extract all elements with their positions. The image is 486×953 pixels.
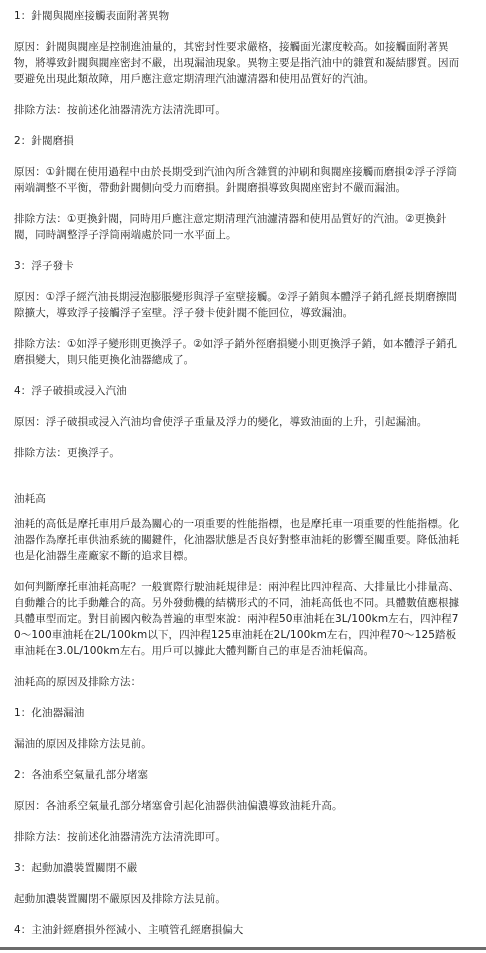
section-heading: 3：浮子發卡	[14, 260, 74, 272]
paragraph: 排除方法：①如浮子變形則更換浮子。②如浮子銷外徑磨損變小則更換浮子銷，如本體浮子銷孔磨損變大，則只能更換化油器總成了。	[14, 338, 458, 366]
paragraph: 原因：針閥與閥座是控制進油量的，其密封性要求嚴格，接觸面光潔度較高。如接觸面附著異物，將導致針閥與閥座密封不嚴，出現漏油現象。異物主要是指汽油中的雜質和凝結膠質。因而要避免出現此類故障，用戶應注意定期清理汽油濾清器和使用品質好的汽油。	[14, 41, 460, 85]
article-body	[14, 8, 462, 953]
paragraph: 原因：各油系空氣量孔部分堵塞會引起化油器供油偏濃導致油耗升高。	[14, 800, 343, 812]
section-heading: 1：化油器漏油	[14, 707, 85, 719]
paragraph: 油耗的高低是摩托車用戶最為關心的一項重要的性能指標，也是摩托車一項重要的性能指標。化油器作為摩托車供油系統的關鍵件，化油器狀態是否良好對整車油耗的影響至關重要。降低油耗也是化油器生產廠家不斷的追求目標。	[14, 518, 460, 562]
section-heading: 3：起動加濃裝置關閉不嚴	[14, 862, 138, 874]
paragraph: 原因：①針閥在使用過程中由於長期受到汽油內所含雜質的沖刷和與閥座接觸而磨損②浮子浮筒兩端調整不平衡，帶動針閥側向受力而磨損。針閥磨損導致與閥座密封不嚴而漏油。	[14, 166, 458, 194]
paragraph: 排除方法：更換浮子。	[14, 447, 120, 459]
paragraph: 排除方法：按前述化油器清洗方法清洗即可。	[14, 104, 226, 116]
section-heading: 4：浮子破損或浸入汽油	[14, 385, 127, 397]
section-heading: 4：主油針經磨損外徑減小、主噴管孔經磨損偏大	[14, 924, 244, 936]
paragraph: 原因：浮子破損或浸入汽油均會使浮子重量及浮力的變化，導致油面的上升，引起漏油。	[14, 416, 428, 428]
paragraph: 起動加濃裝置關閉不嚴原因及排除方法見前。	[14, 893, 226, 905]
section-title: 油耗高	[14, 493, 46, 505]
subsection-title: 油耗高的原因及排除方法：	[14, 676, 142, 688]
section-heading: 2：針閥磨損	[14, 135, 74, 147]
section-heading: 1：針閥與閥座接觸表面附著異物	[14, 10, 170, 22]
paragraph: 如何判斷摩托車油耗高呢？一般實際行駛油耗規律是：兩沖程比四沖程高、大排量比小排量高、自動離合的比手動離合的高。另外發動機的結構形式的不同，油耗高低也不同。具體數值應根據具體車型而定。對目前國內較為普遍的車型來說：兩沖程50車油耗在3L/100km左右，四沖程70～100車油耗在2L/100km以下，四沖程125車油耗在2L/100km左右，四沖程70～125踏板車油耗在3.0L/100km左右。用戶可以據此大體判斷自己的車是否油耗偏高。	[14, 581, 460, 657]
paragraph: 漏油的原因及排除方法見前。	[14, 738, 152, 750]
section-heading: 2：各油系空氣量孔部分堵塞	[14, 769, 148, 781]
paragraph: 排除方法：按前述化油器清洗方法清洗即可。	[14, 831, 226, 843]
paragraph: 原因：①浮子經汽油長期浸泡膨脹變形與浮子室壁接觸。②浮子銷與本體浮子銷孔經長期磨擦間隙擴大，導致浮子接觸浮子室壁。浮子發卡使針閥不能回位，導致漏油。	[14, 291, 458, 319]
paragraph: 排除方法：①更換針閥，同時用戶應注意定期清理汽油濾清器和使用品質好的汽油。②更換針閥，同時調整浮子浮筒兩端處於同一水平面上。	[14, 213, 447, 241]
